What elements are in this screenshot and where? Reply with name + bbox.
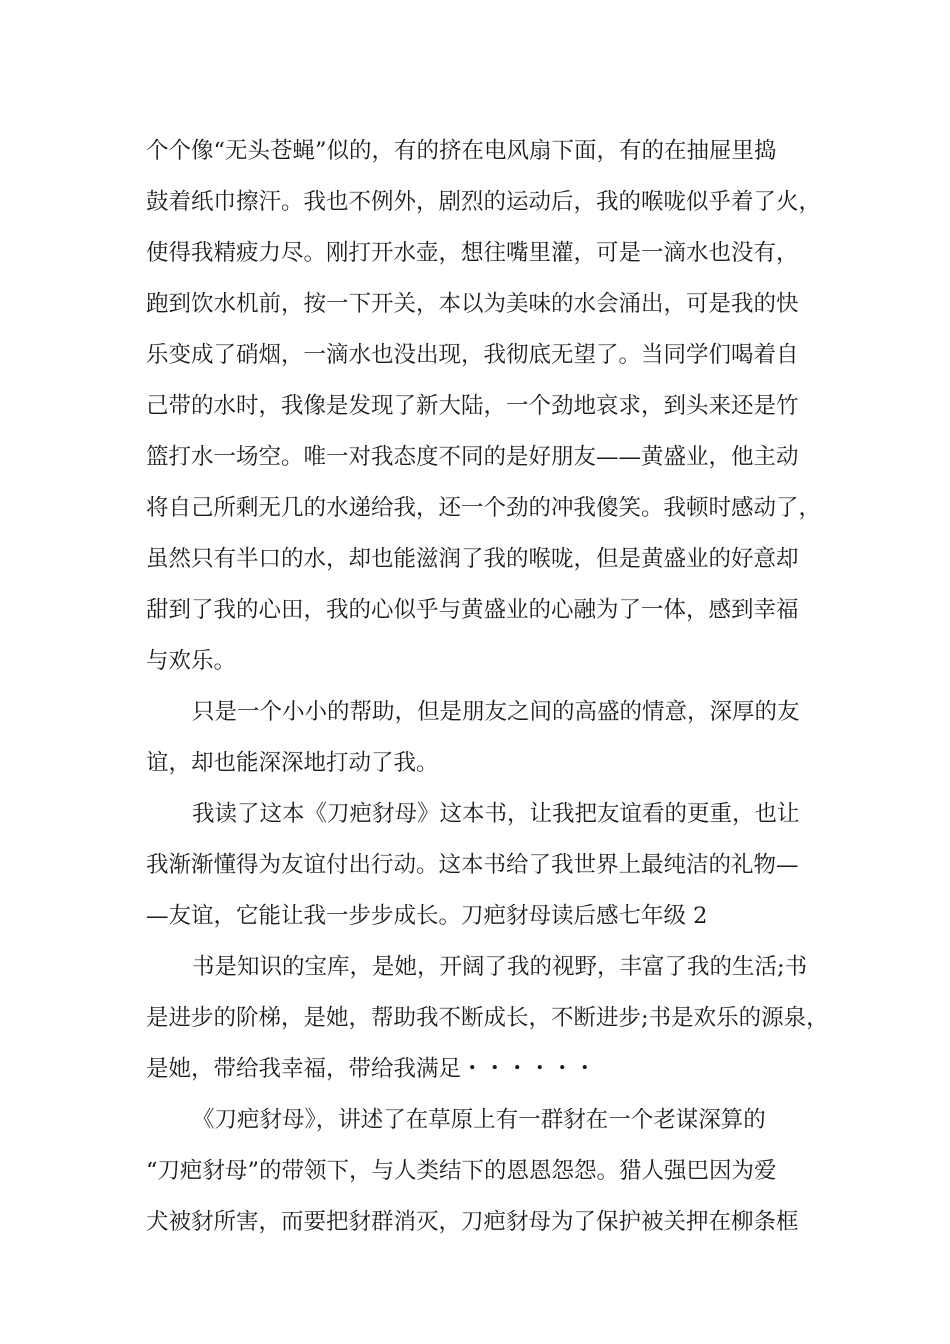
- text-line: 谊，却也能深深地打动了我。: [146, 750, 439, 776]
- text-line: “刀疤豺母”的带领下，与人类结下的恩恩怨怨。猎人强巴因为爱: [146, 1158, 777, 1184]
- text-line: 是她，带给我幸福，带给我满足・・・・・・: [146, 1056, 597, 1082]
- paragraph-first-line: 《刀疤豺母》，讲述了在草原上有一群豺在一个老谋深算的: [192, 1107, 766, 1133]
- text-line: 虽然只有半口的水，却也能滋润了我的喉咙，但是黄盛业的好意却: [146, 546, 799, 572]
- text-line: 鼓着纸巾擦汗。我也不例外，剧烈的运动后，我的喉咙似乎着了火，: [146, 189, 822, 215]
- text-line: 犬被豺所害，而要把豺群消灭，刀疤豺母为了保护被关押在柳条框: [146, 1209, 799, 1235]
- text-line: —友谊，它能让我一步步成长。刀疤豺母读后感七年级 2: [146, 903, 708, 929]
- text-line: 使得我精疲力尽。刚打开水壶，想往嘴里灌，可是一滴水也没有，: [146, 240, 799, 266]
- text-line: 个个像“无头苍蝇”似的，有的挤在电风扇下面，有的在抽屉里捣: [146, 138, 777, 164]
- text-line: 己带的水时，我像是发现了新大陆，一个劲地哀求，到头来还是竹: [146, 393, 799, 419]
- paragraph-first-line: 只是一个小小的帮助，但是朋友之间的高盛的情意，深厚的友: [192, 699, 800, 725]
- paragraph-first-line: 书是知识的宝库，是她，开阔了我的视野，丰富了我的生活;书: [192, 954, 808, 980]
- paragraph-first-line: 我读了这本《刀疤豺母》这本书，让我把友谊看的更重，也让: [192, 801, 800, 827]
- text-line: 与欢乐。: [146, 648, 237, 674]
- text-line: 跑到饮水机前，按一下开关，本以为美味的水会涌出，可是我的快: [146, 291, 799, 317]
- text-line: 乐变成了硝烟，一滴水也没出现，我彻底无望了。当同学们喝着自: [146, 342, 799, 368]
- text-line: 我渐渐懂得为友谊付出行动。这本书给了我世界上最纯洁的礼物—: [146, 852, 799, 878]
- text-line: 甜到了我的心田，我的心似乎与黄盛业的心融为了一体，感到幸福: [146, 597, 799, 623]
- text-line: 将自己所剩无几的水递给我，还一个劲的冲我傻笑。我顿时感动了，: [146, 495, 822, 521]
- text-line: 是进步的阶梯，是她，帮助我不断成长，不断进步;书是欢乐的源泉，: [146, 1005, 829, 1031]
- text-line: 篮打水一场空。唯一对我态度不同的是好朋友——黄盛业，他主动: [146, 444, 799, 470]
